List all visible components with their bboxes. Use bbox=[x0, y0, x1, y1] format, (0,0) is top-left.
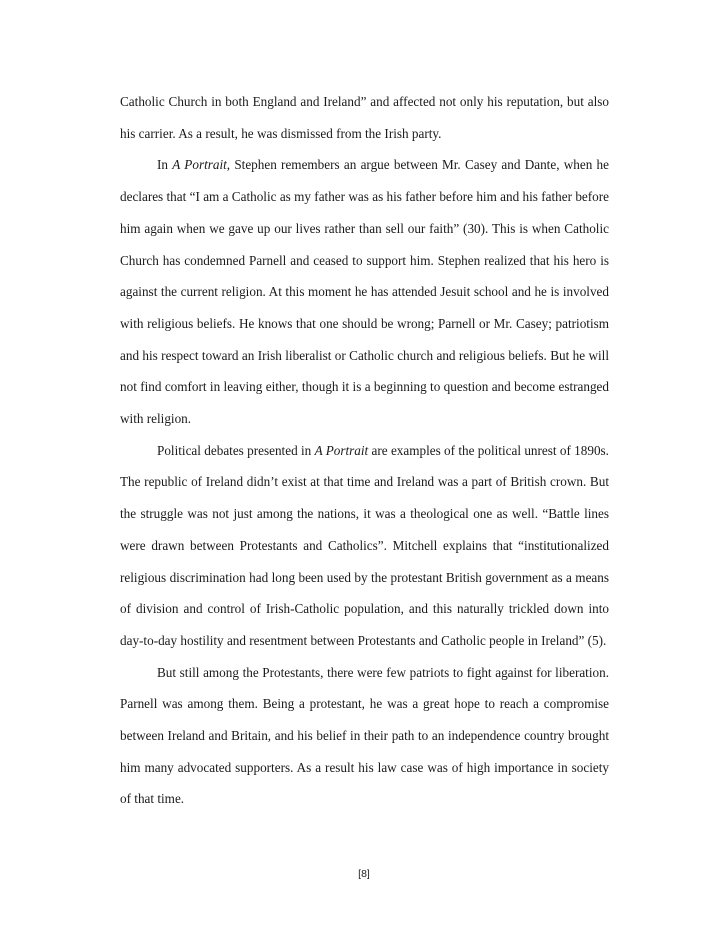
paragraph bbox=[120, 435, 609, 657]
paragraph bbox=[120, 86, 609, 149]
italic-title-text: A Portrait bbox=[172, 157, 227, 173]
paragraph-text: But still among the Protestants, there were few patriots to fight against for liberation. Parnell was among them. Being a protestant, he was a great hope to reach a compromise between Ireland and Britain, and his belief in their path to an independence country brought him many advocated supporters. As a result his law case was of high importance in society of that time. bbox=[120, 664, 609, 807]
italic-title-text: A Portrait bbox=[314, 442, 369, 458]
paragraph-text: Political debates presented in bbox=[157, 442, 315, 458]
paragraph-text: , Stephen remembers an argue between Mr. Casey and Dante, when he declares that “I am a Catholic as my father was as his father before him and his father before him again when we gave up our lives rather than sell our faith” (30). This is when Catholic Church has condemned Parnell and ceased to support him. Stephen realized that his hero is against the current religion. At this moment he has attended Jesuit school and he is involved with religious beliefs. He knows that one should be wrong; Parnell or Mr. Casey; patriotism and his respect toward an Irish liberalist or Catholic church and religious beliefs. But he will not find comfort in leaving either, though it is a beginning to question and become estranged with religion. bbox=[120, 157, 609, 427]
paragraph bbox=[120, 149, 609, 434]
page-number: [8] bbox=[358, 868, 370, 880]
paragraph-text: Catholic Church in both England and Ireland” and affected not only his reputation, but also his carrier. As a result, he was dismissed from the Irish party. bbox=[120, 94, 609, 141]
paragraph bbox=[120, 657, 609, 816]
paragraph-text: In bbox=[157, 157, 173, 173]
paragraph-text: are examples of the political unrest of 1890s. The republic of Ireland didn’t exist at that time and Ireland was a part of British crown. But the struggle was not just among the nations, it was a theological one as well. “Battle lines were drawn between Protestants and Catholics”. Mitchell explains that “institutionalized religious discrimination had long been used by the protestant British government as a means of division and control of Irish-Catholic population, and this naturally trickled down into day-to-day hostility and resentment between Protestants and Catholic people in Ireland” (5). bbox=[120, 442, 609, 648]
body-text bbox=[120, 86, 609, 815]
